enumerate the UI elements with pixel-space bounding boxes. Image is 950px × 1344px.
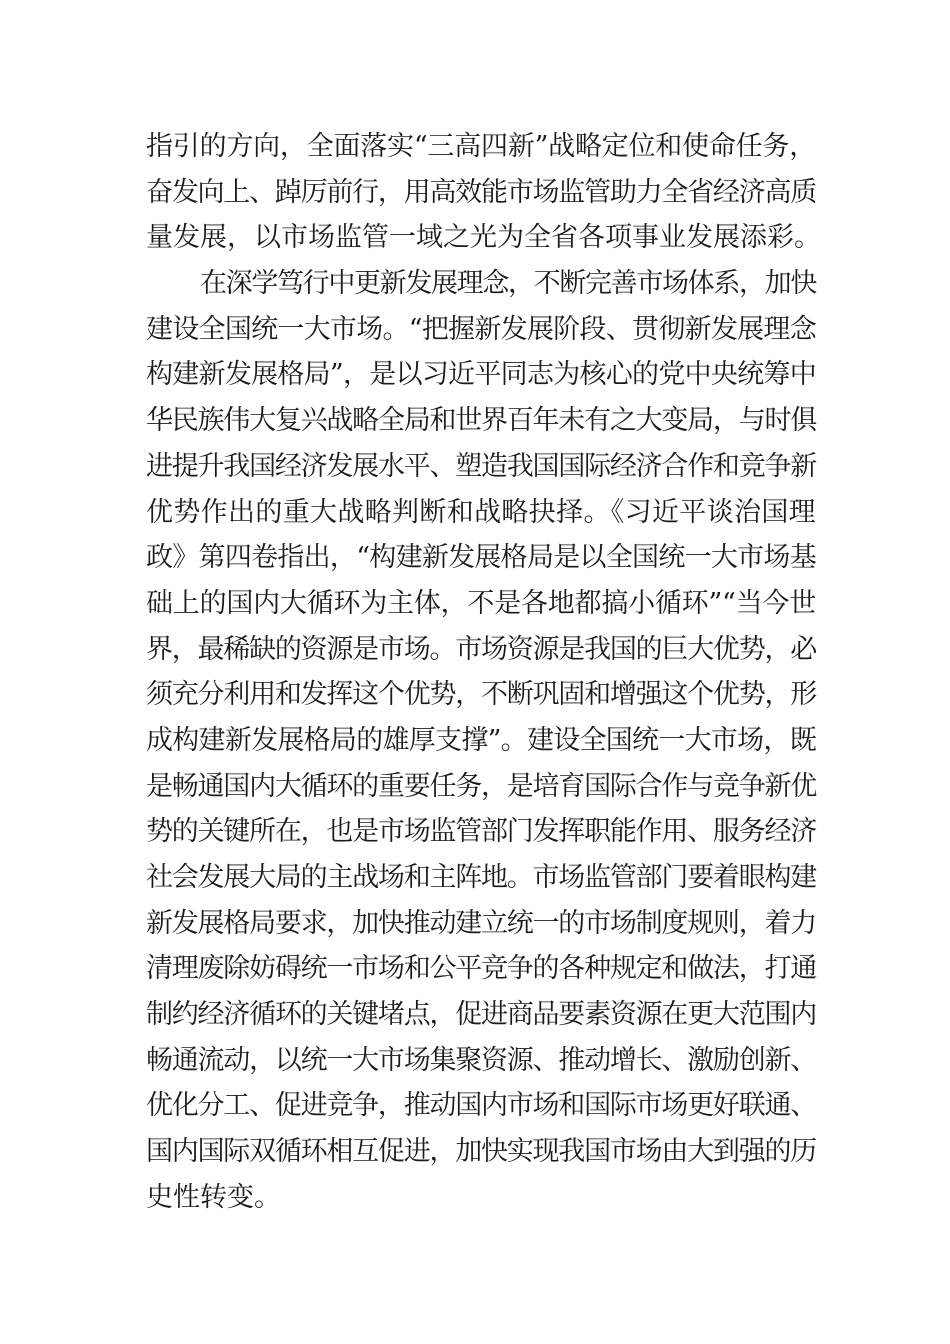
text-line: 界，最稀缺的资源是市场。市场资源是我国的巨大优势，必 <box>146 633 816 665</box>
text-line: 新发展格局要求，加快推动建立统一的市场制度规则，着力 <box>146 907 816 939</box>
text-line: 政》第四卷指出，“构建新发展格局是以全国统一大市场基 <box>146 542 816 574</box>
text-line: 优化分工、促进竞争，推动国内市场和国际市场更好联通、 <box>146 1090 816 1122</box>
text-line: 清理废除妨碍统一市场和公平竞争的各种规定和做法，打通 <box>146 953 816 985</box>
text-line: 进提升我国经济发展水平、塑造我国国际经济合作和竞争新 <box>146 450 816 482</box>
text-line: 成构建新发展格局的雄厚支撑”。建设全国统一大市场，既 <box>146 724 816 756</box>
text-line: 势的关键所在，也是市场监管部门发挥职能作用、服务经济 <box>146 816 816 848</box>
text-line: 优势作出的重大战略判断和战略抉择。《习近平谈治国理 <box>146 496 816 528</box>
text-line: 畅通流动，以统一大市场集聚资源、推动增长、激励创新、 <box>146 1044 816 1076</box>
document-body <box>146 124 821 1221</box>
text-line: 量发展，以市场监管一域之光为全省各项事业发展添彩。 <box>146 222 821 254</box>
text-line: 构建新发展格局”，是以习近平同志为核心的党中央统筹中 <box>146 359 816 391</box>
text-line: 社会发展大局的主战场和主阵地。市场监管部门要着眼构建 <box>146 862 816 893</box>
paragraph-2 <box>146 261 816 1220</box>
paragraph-1 <box>146 124 821 261</box>
text-line-first: 在深学笃行中更新发展理念，不断完善市场体系，加快 <box>200 268 816 300</box>
text-line: 须充分利用和发挥这个优势，不断巩固和增强这个优势，形 <box>146 679 816 711</box>
text-line: 华民族伟大复兴战略全局和世界百年未有之大变局，与时俱 <box>146 405 816 437</box>
text-line: 国内国际双循环相互促进，加快实现我国市场由大到强的历 <box>146 1136 816 1168</box>
text-line: 是畅通国内大循环的重要任务，是培育国际合作与竞争新优 <box>146 770 816 802</box>
text-line: 建设全国统一大市场。“把握新发展阶段、贯彻新发展理念 <box>146 313 816 345</box>
text-line: 制约经济循环的关键堵点，促进商品要素资源在更大范围内 <box>146 999 816 1031</box>
text-line: 础上的国内大循环为主体，不是各地都搞小循环”“当今世 <box>146 587 816 619</box>
text-line: 史性转变。 <box>146 1181 281 1213</box>
text-line: 指引的方向，全面落实“三高四新”战略定位和使命任务， <box>146 131 816 162</box>
text-line: 奋发向上、踔厉前行，用高效能市场监管助力全省经济高质 <box>146 176 816 208</box>
